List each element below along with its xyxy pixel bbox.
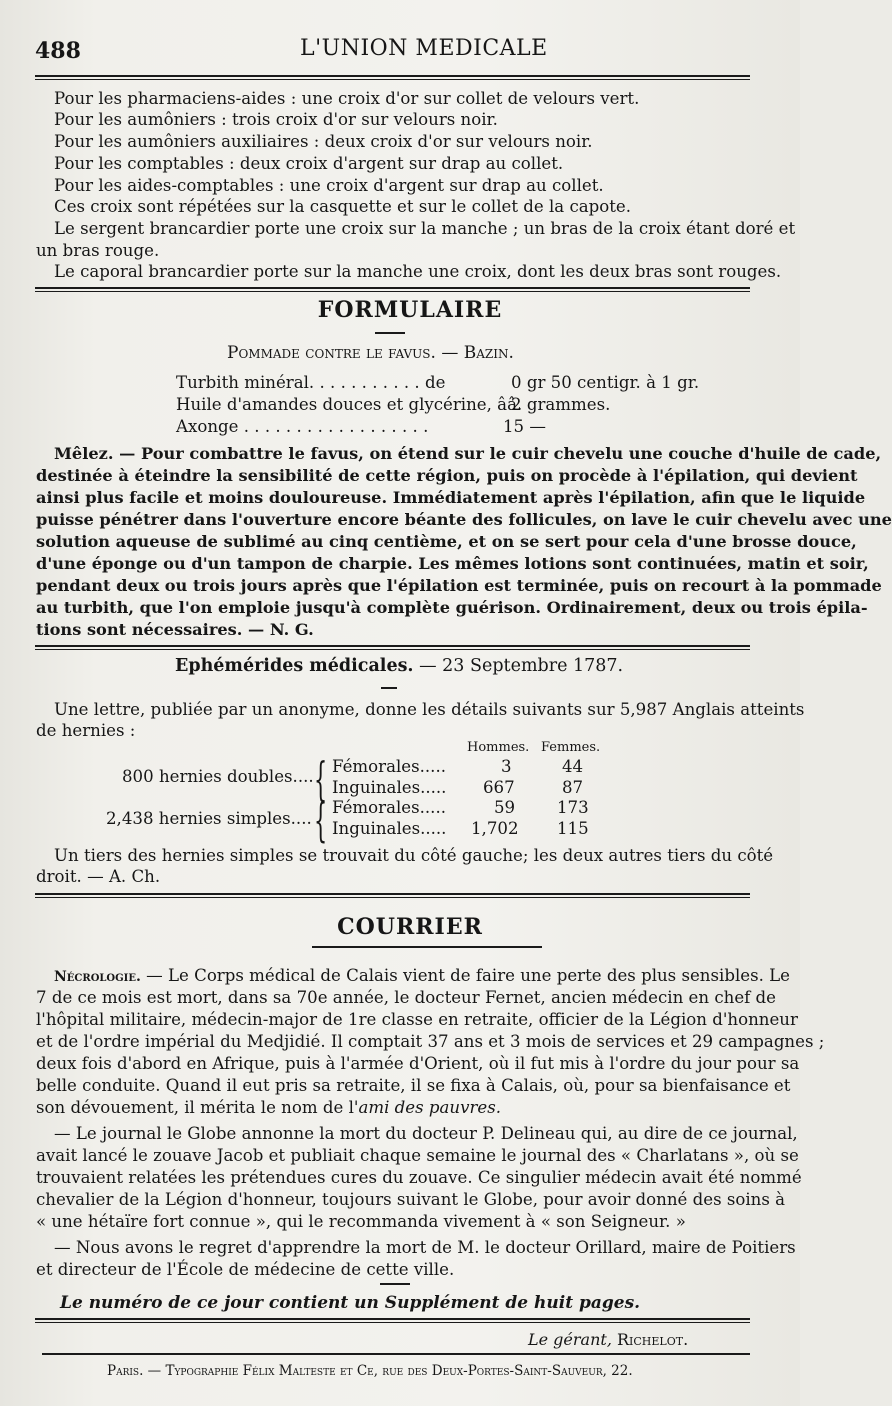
text-line: — Nous avons le regret d'apprendre la mort de M. le docteur Orillard, maire de Poitiers xyxy=(54,1238,796,1257)
formula-name: Pommade contre le favus. xyxy=(227,343,436,363)
text-line: droit. — A. Ch. xyxy=(36,867,161,886)
text-line: Pour les aides-comptables : une croix d'argent sur drap au collet. xyxy=(54,176,604,195)
title-dash xyxy=(381,687,397,689)
formula-author: — Bazin. xyxy=(441,343,514,363)
col-header-hommes: Hommes. xyxy=(467,740,530,755)
text-line: Pour les comptables : deux croix d'argent sur drap au collet. xyxy=(54,154,564,173)
text-line: Une lettre, publiée par un anonyme, donne les détails suivants sur 5,987 Anglais atteints xyxy=(54,700,805,719)
section-rule xyxy=(35,287,750,289)
formula-row-name: Axonge . . . . . . . . . . . . . . . . . . xyxy=(176,417,429,436)
section-rule-thin xyxy=(35,1322,750,1323)
text-line: l'hôpital militaire, médecin-major de 1re classe en retraite, officier de la Légion d'honneur xyxy=(36,1010,798,1029)
gerant-signature xyxy=(528,1330,688,1349)
text-line: Un tiers des hernies simples se trouvait du côté gauche; les deux autres tiers du côté xyxy=(54,846,774,865)
text-line xyxy=(54,965,790,988)
title-dash xyxy=(380,1283,410,1285)
hernia-femmes: 44 xyxy=(562,757,584,776)
section-rule xyxy=(35,1318,750,1320)
hernia-type: Fémorales..... xyxy=(332,757,446,776)
brace-symbol: { xyxy=(314,752,328,806)
hernia-hommes: 3 xyxy=(501,757,512,776)
hernia-type: Inguinales..... xyxy=(332,819,447,838)
title-underline xyxy=(312,946,542,948)
necrologie-label: Nécrologie. xyxy=(54,969,141,985)
text-line: puisse pénétrer dans l'ouverture encore béante des follicules, on lave le cuir chevelu avec une xyxy=(36,510,892,529)
text-line: de hernies : xyxy=(36,721,136,740)
hernia-hommes: 1,702 xyxy=(471,819,519,838)
journal-title: L'UNION MEDICALE xyxy=(300,36,548,61)
necrologie-text: — Le Corps médical de Calais vient de faire une perte des plus sensibles. Le xyxy=(146,966,790,985)
courrier-title: COURRIER xyxy=(337,914,483,940)
text-line: au turbith, que l'on emploie jusqu'à complète guérison. Ordinairement, deux ou trois épila- xyxy=(36,598,868,617)
hernia-hommes: 667 xyxy=(483,778,515,797)
brace-symbol: { xyxy=(314,793,328,847)
hernia-hommes: 59 xyxy=(494,798,516,817)
section-rule-thin xyxy=(35,291,750,292)
text-line: belle conduite. Quand il eut pris sa retraite, il se fixa à Calais, où, pour sa bienfaisance et xyxy=(36,1076,791,1095)
page-number: 488 xyxy=(35,38,81,64)
text-line: « une hétaïre fort connue », qui le recommanda vivement à « son Seigneur. » xyxy=(36,1212,686,1231)
text-line: destinée à éteindre la sensibilité de cette région, puis on procède à l'épilation, qui devient xyxy=(36,466,858,485)
formula-heading xyxy=(227,343,514,363)
text-line: Pour les aumôniers auxiliaires : deux croix d'or sur velours noir. xyxy=(54,132,593,151)
formulaire-title: FORMULAIRE xyxy=(317,297,503,323)
text-line: trouvaient relatées les prétendues cures du zouave. Ce singulier médecin avait été nommé xyxy=(36,1168,802,1187)
header-rule xyxy=(35,75,750,77)
supplement-notice: Le numéro de ce jour contient un Supplément de huit pages. xyxy=(60,1293,641,1313)
ephemerides-title xyxy=(175,656,623,676)
text-line: — Le journal le Globe annonne la mort du docteur P. Delineau qui, au dire de ce journal, xyxy=(54,1124,798,1143)
text-line: et de l'ordre impérial du Medjidié. Il comptait 37 ans et 3 mois de services et 29 campagnes ; xyxy=(36,1032,825,1051)
hernia-type: Inguinales..... xyxy=(332,778,447,797)
text-line: solution aqueuse de sublimé au cinq centième, et on se sert pour cela d'une brosse douce, xyxy=(36,532,857,551)
text-line: Ces croix sont répétées sur la casquette et sur le collet de la capote. xyxy=(54,197,632,216)
header-rule-thin xyxy=(35,79,750,80)
text-line: Le sergent brancardier porte une croix sur la manche ; un bras de la croix étant doré et xyxy=(54,219,796,238)
title-dash xyxy=(375,332,405,334)
italic-phrase: ami des pauvres. xyxy=(358,1098,501,1117)
text-line: d'une éponge ou d'un tampon de charpie. Les mêmes lotions sont continuées, matin et soir, xyxy=(36,554,869,573)
text-line: Le caporal brancardier porte sur la manche une croix, dont les deux bras sont rouges. xyxy=(54,262,782,281)
hernia-type: Fémorales..... xyxy=(332,798,446,817)
text-line: Pour les aumôniers : trois croix d'or sur velours noir. xyxy=(54,110,498,129)
text-line: Pour les pharmaciens-aides : une croix d'or sur collet de velours vert. xyxy=(54,89,640,108)
formula-row-name: Turbith minéral. . . . . . . . . . . de xyxy=(176,373,446,392)
hernia-group-label: 800 hernies doubles.... xyxy=(122,767,314,786)
ephemerides-date: — 23 Septembre 1787. xyxy=(419,656,624,676)
text-line: et directeur de l'École de médecine de cette ville. xyxy=(36,1260,455,1279)
hernia-femmes: 115 xyxy=(557,819,589,838)
formula-row-name: Huile d'amandes douces et glycérine, ââ. xyxy=(176,395,523,414)
text-line: tions sont nécessaires. — N. G. xyxy=(36,620,314,639)
text-line: chevalier de la Légion d'honneur, toujours suivant le Globe, pour avoir donné des soins à xyxy=(36,1190,786,1209)
section-rule-thin xyxy=(35,897,750,898)
hernia-femmes: 173 xyxy=(557,798,589,817)
gerant-name: Richelot. xyxy=(617,1330,689,1349)
text-segment: son dévouement, il mérita le nom de l' xyxy=(36,1098,359,1117)
section-rule xyxy=(35,645,750,647)
section-rule xyxy=(35,893,750,895)
text-line: ainsi plus facile et moins douloureuse. Immédiatement après l'épilation, afin que le liquide xyxy=(36,488,866,507)
section-rule-thin xyxy=(35,649,750,650)
formula-row-qty: 2 grammes. xyxy=(511,395,611,414)
hernia-femmes: 87 xyxy=(562,778,584,797)
formula-row-qty: 15 — xyxy=(503,417,546,436)
gerant-label: Le gérant, xyxy=(528,1330,612,1349)
text-line: 7 de ce mois est mort, dans sa 70e année, le docteur Fernet, ancien médecin en chef de xyxy=(36,988,776,1007)
text-line: Mêlez. — Pour combattre le favus, on étend sur le cuir chevelu une couche d'huile de cade, xyxy=(54,444,882,463)
text-line: deux fois d'abord en Afrique, puis à l'armée d'Orient, où il fut mis à l'ordre du jour pour sa xyxy=(36,1054,800,1073)
imprint-line: Paris. — Typographie Félix Malteste et Ce, rue des Deux-Portes-Saint-Sauveur, 22. xyxy=(107,1363,633,1379)
formula-row-qty: 0 gr 50 centigr. à 1 gr. xyxy=(511,373,700,392)
hernia-group-label: 2,438 hernies simples.... xyxy=(106,809,312,828)
text-line: un bras rouge. xyxy=(36,241,160,260)
text-line: avait lancé le zouave Jacob et publiait chaque semaine le journal des « Charlatans », où se xyxy=(36,1146,799,1165)
text-line: pendant deux ou trois jours après que l'épilation est terminée, puis on recourt à la pommade xyxy=(36,576,882,595)
col-header-femmes: Femmes. xyxy=(541,740,601,755)
ephemerides-label: Ephémérides médicales. xyxy=(175,656,414,676)
footer-rule xyxy=(42,1353,750,1355)
text-line xyxy=(36,1097,742,1119)
